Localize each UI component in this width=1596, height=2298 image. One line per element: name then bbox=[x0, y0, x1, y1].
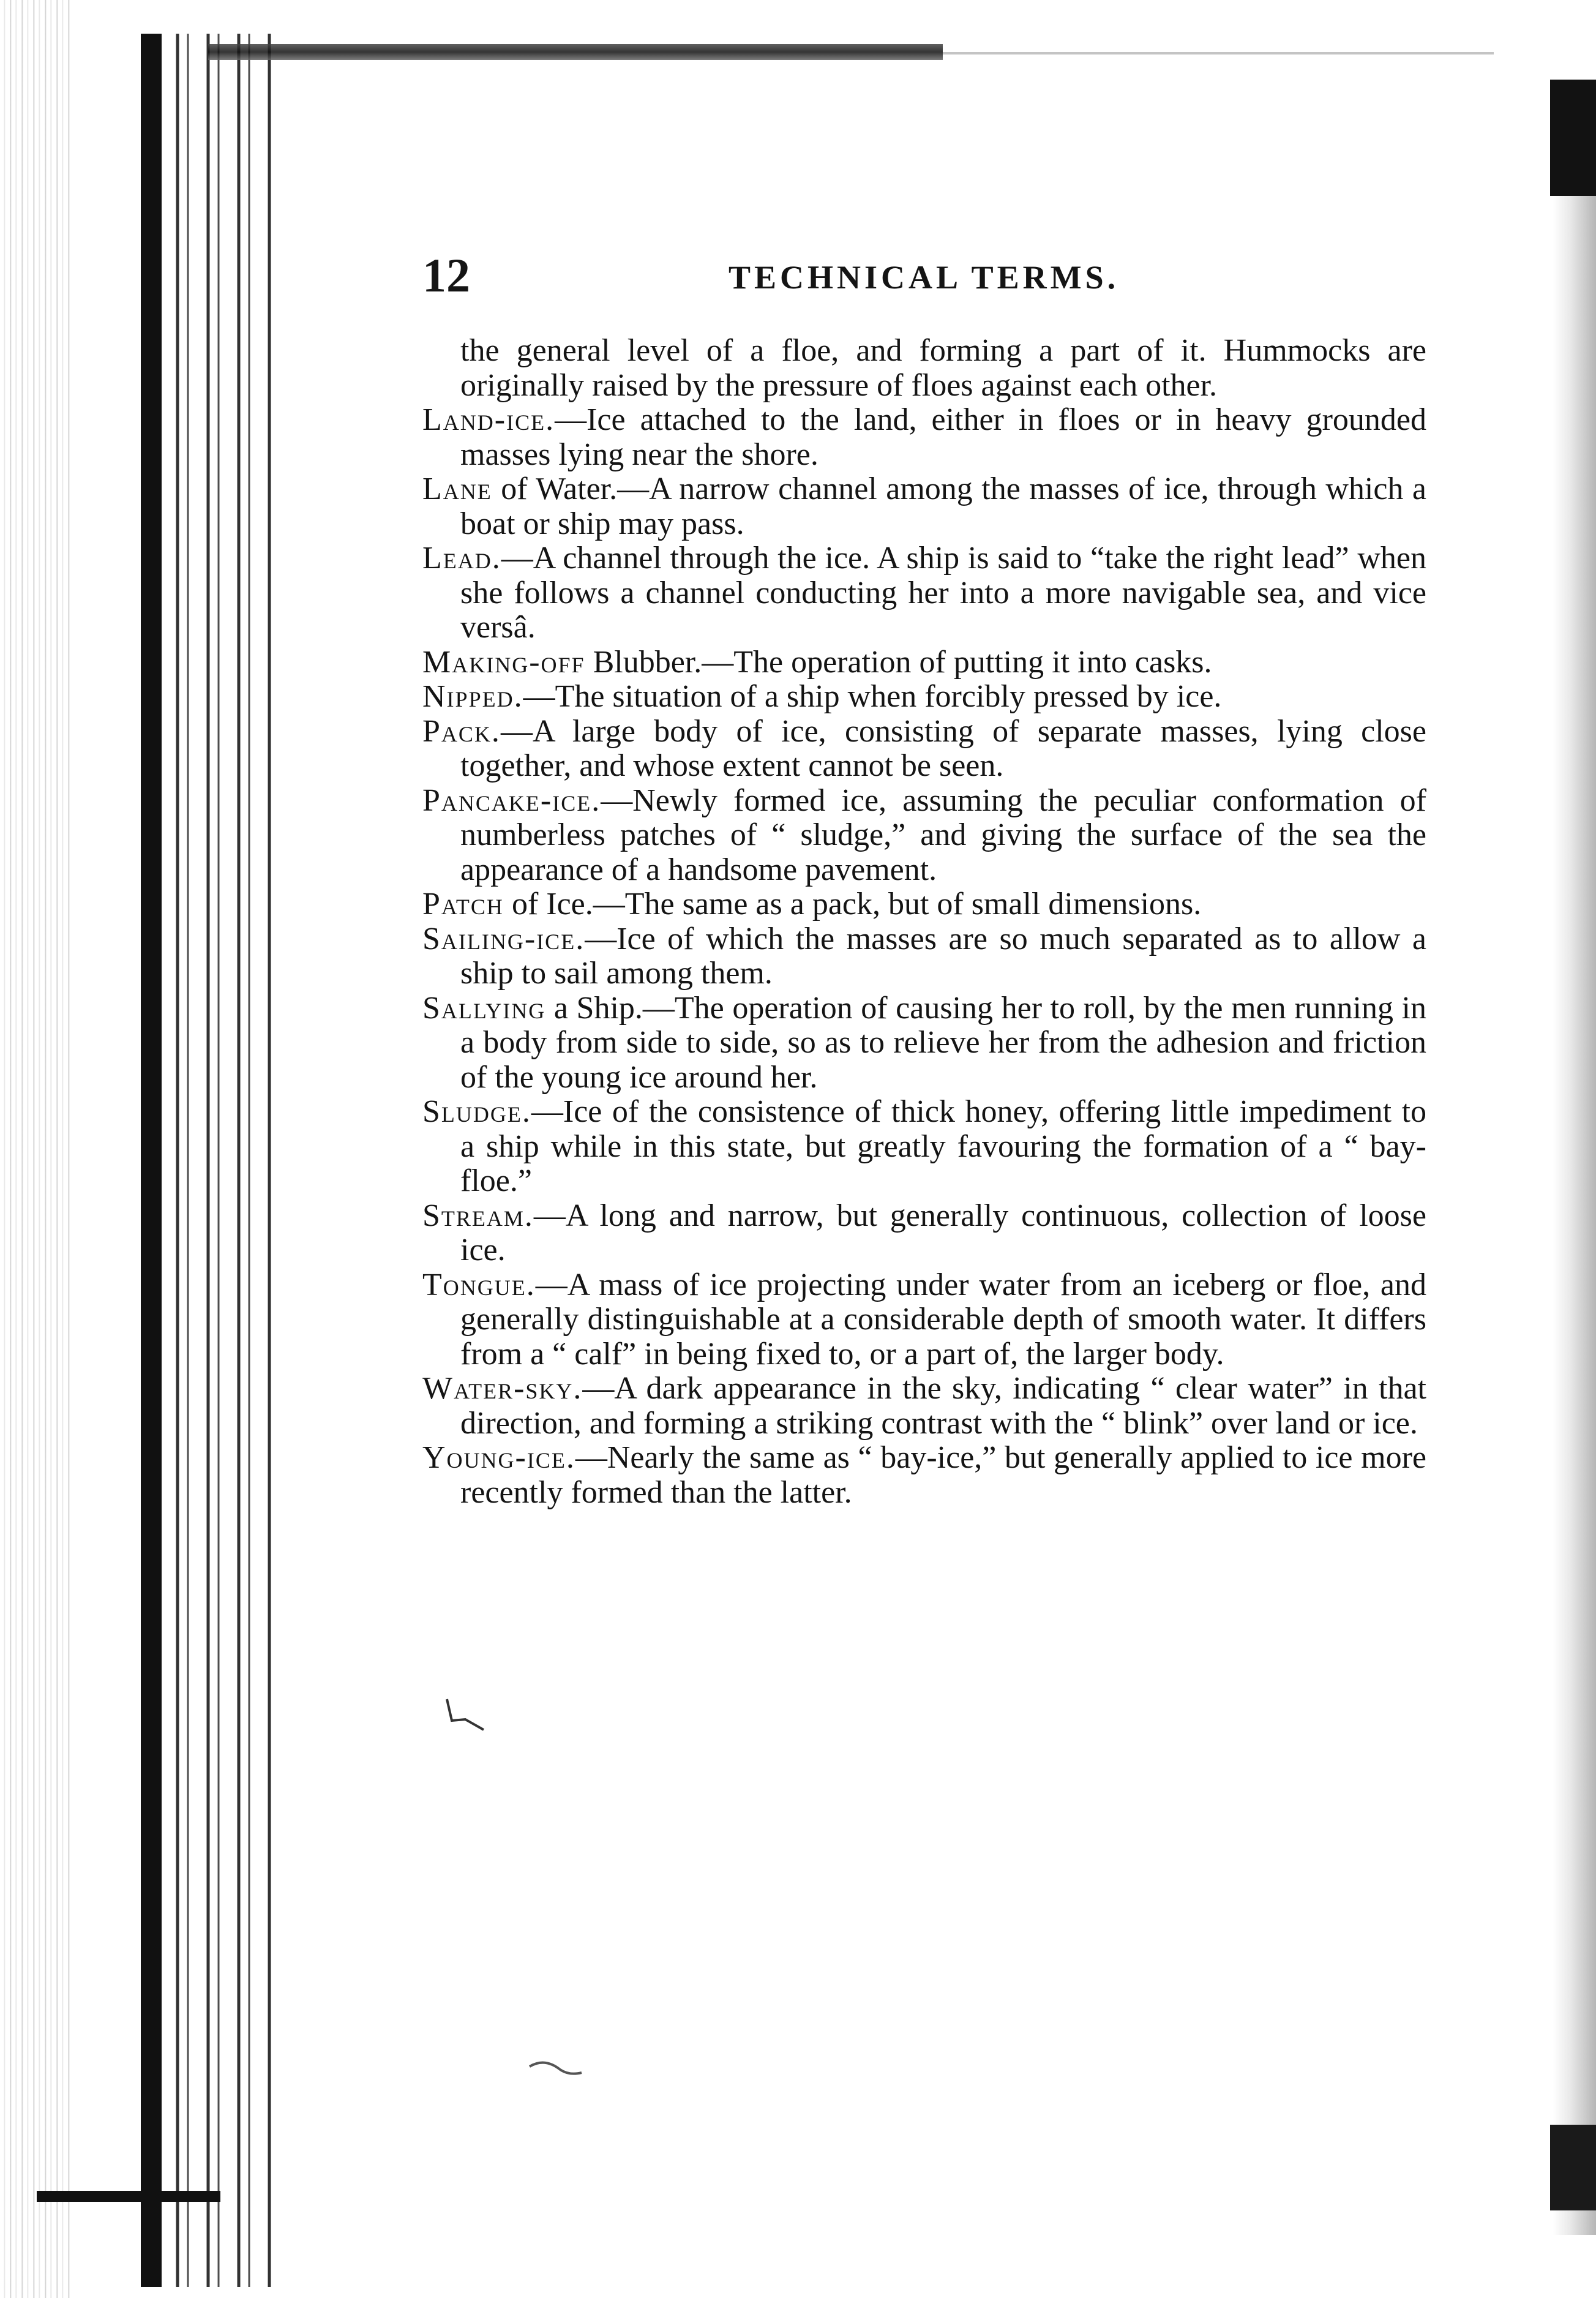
entry-term: Lead. bbox=[422, 541, 501, 576]
stray-ink-mark bbox=[526, 2054, 594, 2085]
entry-term-suffix: Blubber. bbox=[585, 644, 702, 680]
entry-term-suffix: of Water. bbox=[492, 471, 618, 506]
glossary-entry bbox=[422, 922, 1426, 991]
entry-term: Nipped. bbox=[422, 679, 523, 714]
entry-definition: —A narrow channel among the masses of ice, through which a boat or ship may pass. bbox=[460, 471, 1426, 541]
glossary-entry bbox=[422, 1372, 1426, 1441]
continued-entry: the general level of a floe, and forming a part of it. Hummocks are originally raised by the pressure of floes against each other. bbox=[460, 333, 1426, 403]
entry-term: Sallying bbox=[422, 990, 546, 1026]
bottom-left-mark bbox=[37, 2191, 220, 2202]
glossary-entry bbox=[422, 680, 1426, 715]
entry-term: Patch bbox=[422, 887, 504, 922]
glossary-entry bbox=[422, 645, 1426, 680]
glossary-entry bbox=[422, 1268, 1426, 1372]
entry-definition: —The operation of putting it into casks. bbox=[702, 644, 1212, 680]
entry-term: Land-ice. bbox=[422, 402, 555, 437]
entry-term-suffix: of Ice. bbox=[503, 887, 593, 922]
entry-term: Sludge. bbox=[422, 1094, 531, 1129]
entry-definition: —A mass of ice projecting under water from an iceberg or floe, and generally distinguishable at a considerable depth of smooth water. It differs from a “ calf” in being fixed to, or a part of, the larger body. bbox=[460, 1267, 1426, 1372]
entry-term: Water-sky. bbox=[422, 1371, 583, 1406]
running-title: TECHNICAL TERMS. bbox=[729, 259, 1120, 296]
page-number: 12 bbox=[422, 249, 470, 302]
glossary-entry bbox=[422, 403, 1426, 472]
entry-term: Pancake-ice. bbox=[422, 783, 601, 818]
glossary-entry bbox=[422, 1199, 1426, 1268]
glossary-entry bbox=[422, 887, 1426, 922]
entry-term: Tongue. bbox=[422, 1267, 536, 1302]
entry-definition: —The operation of causing her to roll, by the men running in a body from side to side, so as to relieve her from the adhesion and friction of the young ice around her. bbox=[460, 990, 1427, 1095]
glossary-entry bbox=[422, 715, 1426, 784]
entry-definition: —Ice of which the masses are so much separated as to allow a ship to sail among them. bbox=[460, 921, 1426, 991]
entry-term: Stream. bbox=[422, 1198, 534, 1233]
entry-definition: —A large body of ice, consisting of separate masses, lying close together, and whose extent cannot be seen. bbox=[460, 713, 1426, 783]
entry-term: Young-ice. bbox=[422, 1440, 575, 1475]
glossary-entry bbox=[422, 541, 1426, 645]
entry-definition: —Nearly the same as “ bay-ice,” but generally applied to ice more recently formed than the latter. bbox=[460, 1440, 1426, 1510]
top-edge-thin-rule bbox=[943, 52, 1494, 54]
glossary-entry bbox=[422, 991, 1426, 1095]
entry-definition: —The situation of a ship when forcibly pressed by ice. bbox=[523, 679, 1222, 714]
glossary-entry bbox=[422, 1095, 1426, 1199]
entry-term: Lane bbox=[422, 471, 492, 506]
entry-term: Sailing-ice. bbox=[422, 921, 585, 956]
right-edge-dark-top bbox=[1550, 80, 1596, 196]
glossary-text bbox=[422, 334, 1426, 1510]
glossary-entry bbox=[422, 784, 1426, 888]
gutter-dark-band bbox=[141, 34, 162, 2287]
binding-edge-shadow bbox=[0, 0, 73, 2298]
right-edge-dark-bottom bbox=[1550, 2125, 1596, 2210]
entry-definition: —A channel through the ice. A ship is said to “take the right lead” when she follows a channel conducting her into a more navigable sea, and vice versâ. bbox=[460, 541, 1426, 645]
entry-definition: —A dark appearance in the sky, indicating “ clear water” in that direction, and forming a striking contrast with the “ blink” over land or ice. bbox=[460, 1371, 1426, 1441]
entry-definition: —The same as a pack, but of small dimensions. bbox=[593, 887, 1202, 922]
entry-definition: —Ice of the consistence of thick honey, offering little impediment to a ship while in this state, but greatly favouring the formation of a “ bay-floe.” bbox=[460, 1094, 1426, 1198]
glossary-entry bbox=[422, 472, 1426, 541]
entry-definition: —Newly formed ice, assuming the peculiar conformation of numberless patches of “ sludge,” and giving the surface of the sea the appearance of a handsome pavement. bbox=[460, 783, 1426, 887]
glossary-entry bbox=[422, 1441, 1426, 1510]
top-edge-rule bbox=[208, 44, 943, 60]
entry-definition: —Ice attached to the land, either in floes or in heavy grounded masses lying near the shore. bbox=[460, 402, 1426, 472]
stray-pen-mark bbox=[441, 1696, 508, 1733]
entry-term: Pack. bbox=[422, 713, 501, 749]
entry-term: Making-off bbox=[422, 644, 585, 680]
entry-term-suffix: a Ship. bbox=[545, 990, 643, 1026]
entry-definition: —A long and narrow, but generally continuous, collection of loose ice. bbox=[460, 1198, 1426, 1267]
right-edge-shadow bbox=[1553, 80, 1596, 2235]
running-head bbox=[422, 251, 1426, 300]
